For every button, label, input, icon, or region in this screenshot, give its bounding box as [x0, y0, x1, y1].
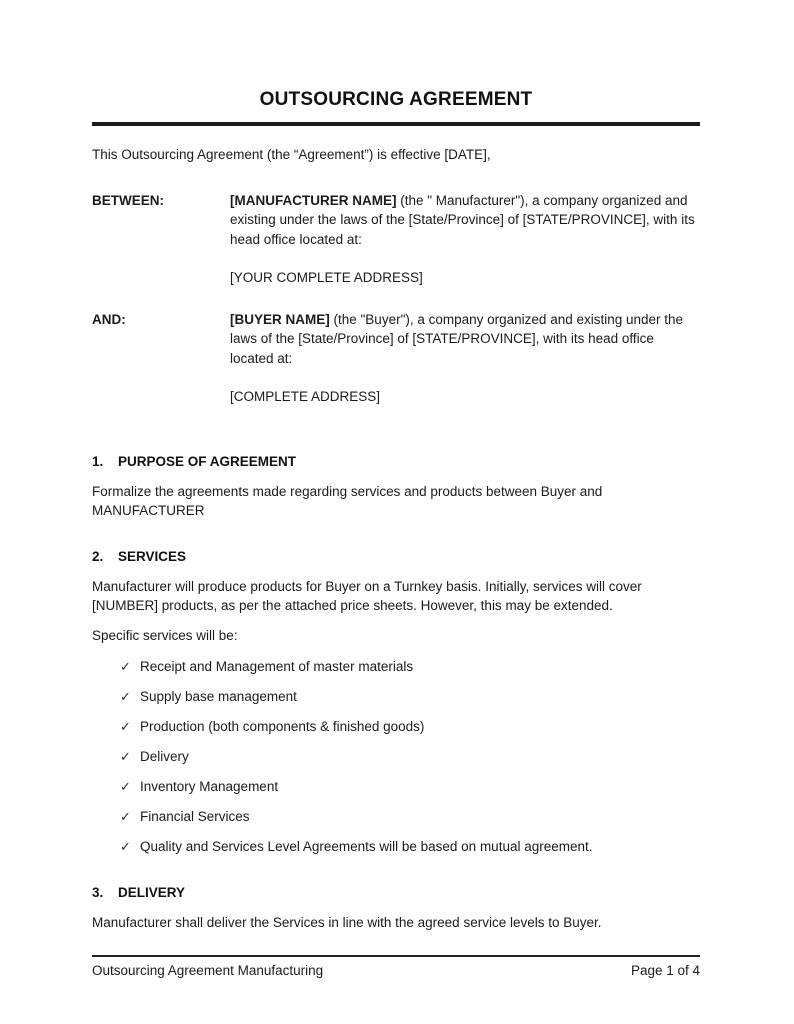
section-number: 2. [92, 548, 104, 564]
checklist-item-label: Production (both components & finished goods) [140, 719, 425, 734]
checkmark-icon: ✓ [120, 839, 131, 854]
section-heading [92, 883, 700, 903]
section-number: 3. [92, 884, 104, 900]
checkmark-icon: ✓ [120, 779, 131, 794]
section-purpose [92, 452, 700, 521]
section-heading-text: DELIVERY [118, 884, 186, 900]
checkmark-icon: ✓ [120, 689, 131, 704]
checklist-item [120, 717, 700, 737]
section-heading-text: SERVICES [118, 548, 187, 564]
footer-document-name: Outsourcing Agreement Manufacturing [92, 963, 324, 978]
checkmark-icon: ✓ [120, 749, 131, 764]
checklist-item-label: Supply base management [140, 689, 297, 704]
party-content-buyer [230, 310, 700, 407]
section-heading-text: PURPOSE OF AGREEMENT [118, 453, 297, 469]
title-rule [92, 122, 700, 126]
checklist-item-label: Financial Services [140, 809, 250, 824]
checklist-item [120, 777, 700, 797]
party-description [230, 310, 700, 369]
party-row-between [92, 191, 700, 288]
footer-page-number: Page 1 of 4 [630, 963, 700, 978]
parties-block [92, 191, 700, 407]
intro-paragraph: This Outsourcing Agreement (the “Agreement”) is effective [DATE], [92, 147, 491, 162]
checklist-item [120, 657, 700, 677]
document-title: OUTSOURCING AGREEMENT [259, 89, 533, 110]
section-heading [92, 547, 700, 567]
party-description [230, 191, 700, 250]
party-content-manufacturer [230, 191, 700, 288]
section-paragraph: Manufacturer will produce products for Buyer on a Turnkey basis. Initially, services will cover [NUMBER] products, as per the attached price sheets. However, this may be extended. [92, 578, 642, 613]
section-services [92, 547, 700, 857]
checkmark-icon: ✓ [120, 719, 131, 734]
section-delivery [92, 883, 700, 933]
section-paragraph: Specific services will be: [92, 627, 238, 643]
party-label-between: BETWEEN: [92, 192, 164, 208]
checklist-item-label: Quality and Services Level Agreements will be based on mutual agreement. [140, 839, 593, 854]
party-address: [COMPLETE ADDRESS] [230, 389, 381, 404]
checklist-item [120, 687, 700, 707]
party-address: [YOUR COMPLETE ADDRESS] [230, 270, 423, 285]
checklist-item-label: Delivery [140, 749, 189, 764]
manufacturer-name-placeholder: [MANUFACTURER NAME] [230, 192, 397, 208]
party-description-text: (the " Manufacturer"), a company organized and existing under the laws of the [State/Province] of [STATE/PROVINCE], with its head office located at: [230, 192, 695, 247]
section-paragraph: Manufacturer shall deliver the Services in line with the agreed service levels to Buyer. [92, 914, 602, 930]
checklist-item [120, 837, 700, 857]
page-footer [92, 955, 700, 980]
services-checklist [92, 657, 700, 857]
section-number: 1. [92, 453, 104, 469]
section-paragraph: Formalize the agreements made regarding services and products between Buyer and MANUFACTURER [92, 483, 603, 518]
party-description-text: (the "Buyer"), a company organized and existing under the laws of the [State/Province] of [STATE/PROVINCE], with its head office located at: [230, 311, 684, 366]
party-label-and: AND: [92, 311, 126, 327]
party-row-and [92, 310, 700, 407]
checkmark-icon: ✓ [120, 809, 131, 824]
section-heading [92, 452, 700, 472]
checkmark-icon: ✓ [120, 659, 131, 674]
checklist-item-label: Inventory Management [140, 779, 279, 794]
buyer-name-placeholder: [BUYER NAME] [230, 311, 330, 327]
checklist-item-label: Receipt and Management of master materials [140, 659, 414, 674]
checklist-item [120, 807, 700, 827]
checklist-item [120, 747, 700, 767]
